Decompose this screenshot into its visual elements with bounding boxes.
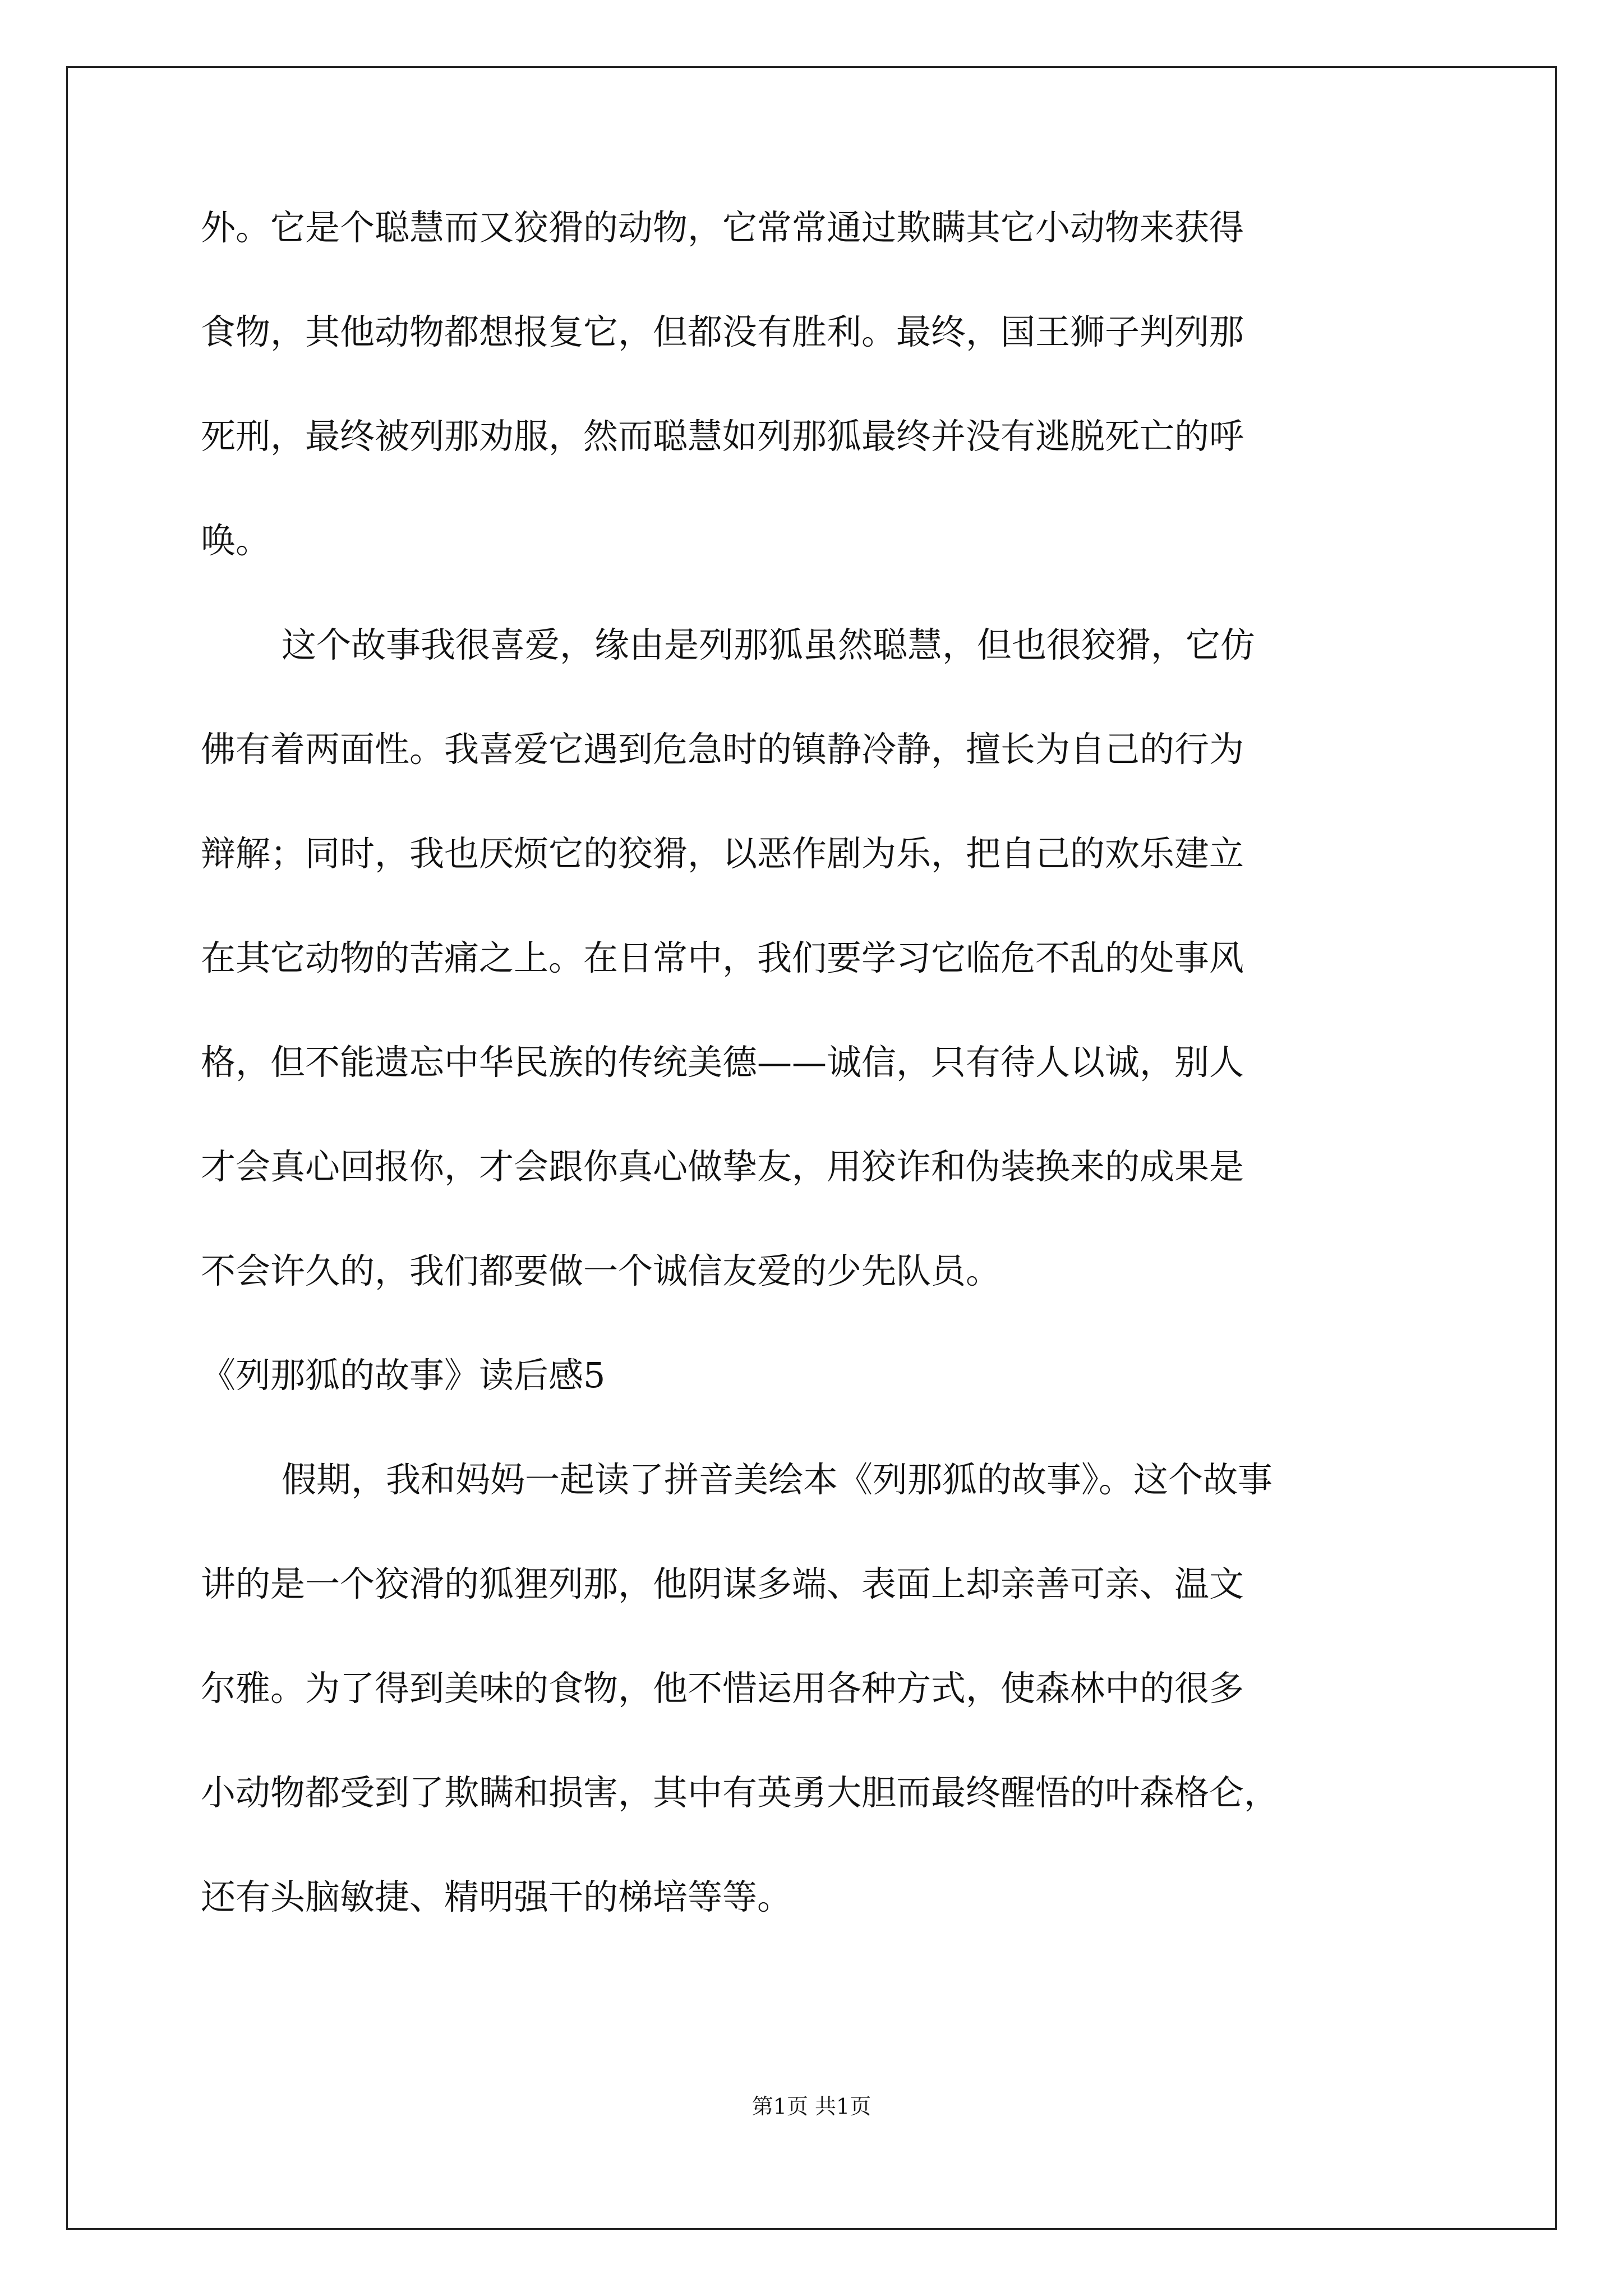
- text-line: 尔雅。为了得到美味的食物，他不惜运用各种方式，使森林中的很多: [201, 1668, 1244, 1709]
- text-line: 不会许久的，我们都要做一个诚信友爱的少先队员。: [201, 1250, 1001, 1291]
- text-line: 还有头脑敏捷、精明强干的梯培等等。: [201, 1876, 792, 1917]
- text-line: 食物，其他动物都想报复它，但都没有胜利。最终，国王狮子判列那: [201, 311, 1244, 352]
- text-line: 格，但不能遗忘中华民族的传统美德——诚信，只有待人以诚，别人: [201, 1042, 1244, 1083]
- document-body: [201, 207, 1435, 1917]
- text-line: 外。它是个聪慧而又狡猾的动物，它常常通过欺瞒其它小动物来获得: [201, 207, 1244, 248]
- text-line: 唤。: [201, 520, 271, 561]
- text-line: 讲的是一个狡滑的狐狸列那，他阴谋多端、表面上却亲善可亲、温文: [201, 1563, 1244, 1604]
- text-line: 佛有着两面性。我喜爱它遇到危急时的镇静冷静，擅长为自己的行为: [201, 729, 1244, 770]
- text-line: 小动物都受到了欺瞒和损害，其中有英勇大胆而最终醒悟的叶森格仑，: [201, 1772, 1279, 1813]
- text-line: 死刑，最终被列那劝服，然而聪慧如列那狐最终并没有逃脱死亡的呼: [201, 416, 1244, 457]
- section-heading: 《列那狐的故事》读后感5: [201, 1355, 606, 1396]
- page-number: 第1页 共1页: [751, 2094, 872, 2119]
- text-line: 才会真心回报你，才会跟你真心做挚友，用狡诈和伪装换来的成果是: [201, 1146, 1244, 1187]
- text-line: 在其它动物的苦痛之上。在日常中，我们要学习它临危不乱的处事风: [201, 937, 1244, 978]
- text-line: 辩解；同时，我也厌烦它的狡猾，以恶作剧为乐，把自己的欢乐建立: [201, 833, 1244, 874]
- page-footer: [0, 2096, 1623, 2117]
- paragraph-start-line: 这个故事我很喜爱，缘由是列那狐虽然聪慧，但也很狡猾，它仿: [282, 624, 1256, 665]
- paragraph-start-line: 假期，我和妈妈一起读了拼音美绘本《列那狐的故事》。这个故事: [282, 1459, 1273, 1500]
